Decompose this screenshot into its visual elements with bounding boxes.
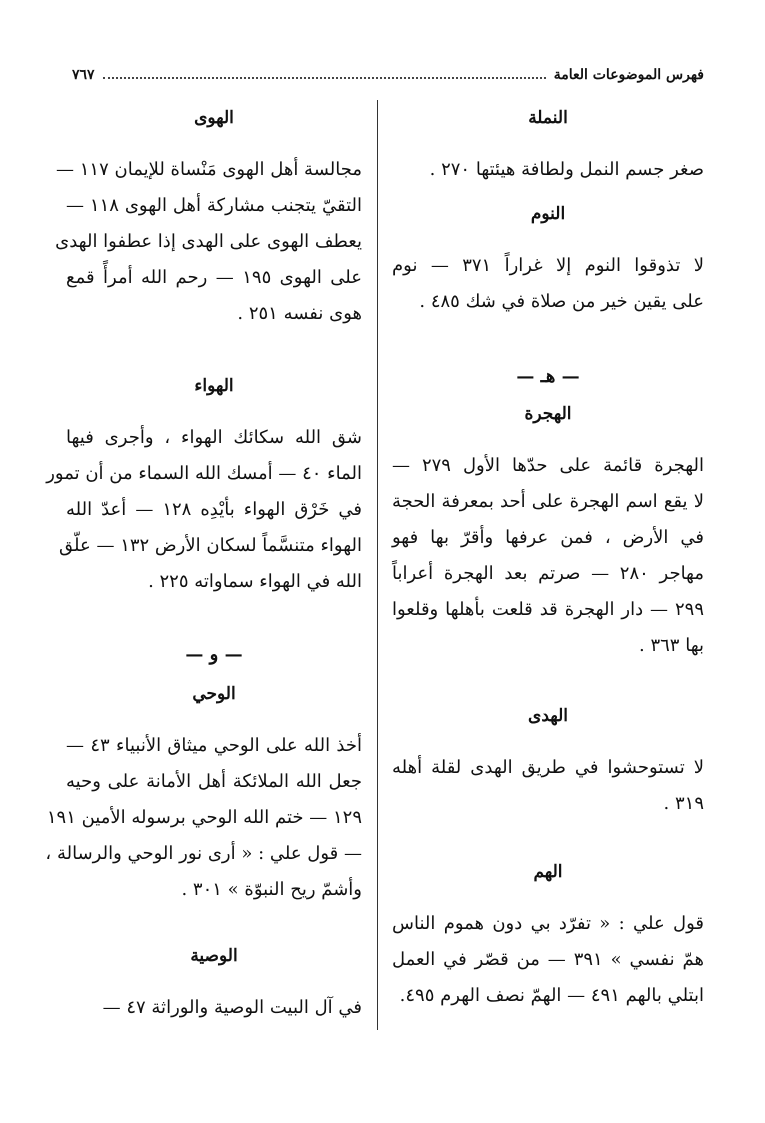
entry-text-line: لا تذوقوا النوم إلا غراراً ٣٧١ — نوم	[392, 255, 704, 276]
entry-text-line: شق الله سكائك الهواء ، وأجرى فيها	[66, 427, 362, 448]
page-number: ٧٦٧	[72, 67, 95, 83]
index-entry	[45, 682, 362, 908]
entry-text-line: في الأرض ، فمن عرفها وأقرّ بها فهو	[392, 527, 704, 548]
entry-heading: النملة	[528, 108, 568, 128]
entry-heading: الهم	[533, 862, 563, 882]
index-entry	[392, 106, 704, 188]
entry-text-line: على الهوى ١٩٥ — رحم الله أمرأً قمع	[66, 267, 362, 288]
entry-text-line: ٢٩٩ — دار الهجرة قد قلعت بأهلها وقلعوا	[392, 599, 704, 620]
entry-text-line: أخذ الله على الوحي ميثاق الأنبياء ٤٣ —	[66, 735, 362, 756]
index-entry	[392, 704, 704, 822]
index-entry	[66, 944, 362, 1026]
entry-text-line: وأشمّ ريح النبوّة » ٣٠١ .	[181, 879, 362, 900]
entry-text-line: يعطف الهوى على الهدى إذا عطفوا الهدى	[55, 231, 362, 252]
entry-text-line: الهجرة قائمة على حدّها الأول ٢٧٩ —	[392, 455, 704, 476]
right-column	[392, 100, 704, 1014]
entry-heading: الوصية	[190, 946, 238, 966]
entry-heading: الهجرة	[524, 404, 572, 424]
header-dotted-leader	[103, 77, 546, 79]
entry-text-line: لا يقع اسم الهجرة على أحد بمعرفة الحجة	[392, 491, 704, 512]
entry-text-line: الله في الهواء سماواته ٢٢٥ .	[148, 571, 362, 592]
entry-text-line: الماء ٤٠ — أمسك الله السماء من أن تمور	[46, 463, 362, 484]
entry-text-line: على يقين خير من صلاة في شك ٤٨٥ .	[419, 291, 704, 312]
left-column	[45, 100, 362, 1026]
entry-text-line: ١٢٩ — ختم الله الوحي برسوله الأمين ١٩١	[46, 807, 362, 828]
entry-heading: الهواء	[194, 376, 234, 396]
entry-text-line: مهاجر ٢٨٠ — صرتم بعد الهجرة أعراباً	[392, 563, 704, 584]
index-entry	[46, 374, 362, 600]
entry-text-line: في خَرْق الهواء بأيْدِه ١٢٨ — أعدّ الله	[66, 499, 362, 520]
entry-text-line: الهواء متنسَّماً لسكان الأرض ١٣٢ — علّق	[59, 535, 362, 556]
entry-text-line: هوى نفسه ٢٥١ .	[237, 303, 362, 324]
letter-divider-heading: — هـ —	[516, 366, 580, 387]
running-title: فهرس الموضوعات العامة	[553, 67, 704, 83]
column-divider	[377, 100, 378, 1030]
entry-heading: الهدى	[528, 706, 568, 726]
entry-text-line: صغر جسم النمل ولطافة هيئتها ٢٧٠ .	[429, 159, 704, 180]
page-header	[72, 60, 704, 90]
entry-text-line: همّ نفسي » ٣٩١ — من قصّر في العمل	[392, 949, 704, 970]
index-entry	[392, 202, 704, 320]
entry-text-line: بها ٣٦٣ .	[639, 635, 704, 656]
entry-text-line: التقيّ يتجنب مشاركة أهل الهوى ١١٨ —	[66, 195, 362, 216]
letter-divider-heading: — و —	[185, 644, 243, 665]
entry-text-line: قول علي : « تفرّد بي دون هموم الناس	[392, 913, 704, 934]
entry-heading: الهوى	[194, 108, 234, 128]
index-entry	[392, 860, 704, 1014]
entry-text-line: — قول علي : « أرى نور الوحي والرسالة ،	[45, 843, 362, 864]
entry-text-line: جعل الله الملائكة أهل الأمانة على وحيه	[66, 771, 362, 792]
entry-text-line: مجالسة أهل الهوى مَنْساة للإيمان ١١٧ —	[56, 159, 362, 180]
index-entry	[55, 106, 362, 332]
entry-text-line: ٣١٩ .	[663, 793, 704, 814]
entry-text-line: ابتلي بالهم ٤٩١ — الهمّ نصف الهرم ٤٩٥.	[399, 985, 704, 1006]
index-entry	[392, 402, 704, 664]
entry-heading: الوحي	[192, 684, 236, 704]
entry-text-line: في آل البيت الوصية والوراثة ٤٧ —	[102, 997, 362, 1018]
entry-text-line: لا تستوحشوا في طريق الهدى لقلة أهله	[392, 757, 704, 778]
entry-heading: النوم	[530, 204, 566, 224]
